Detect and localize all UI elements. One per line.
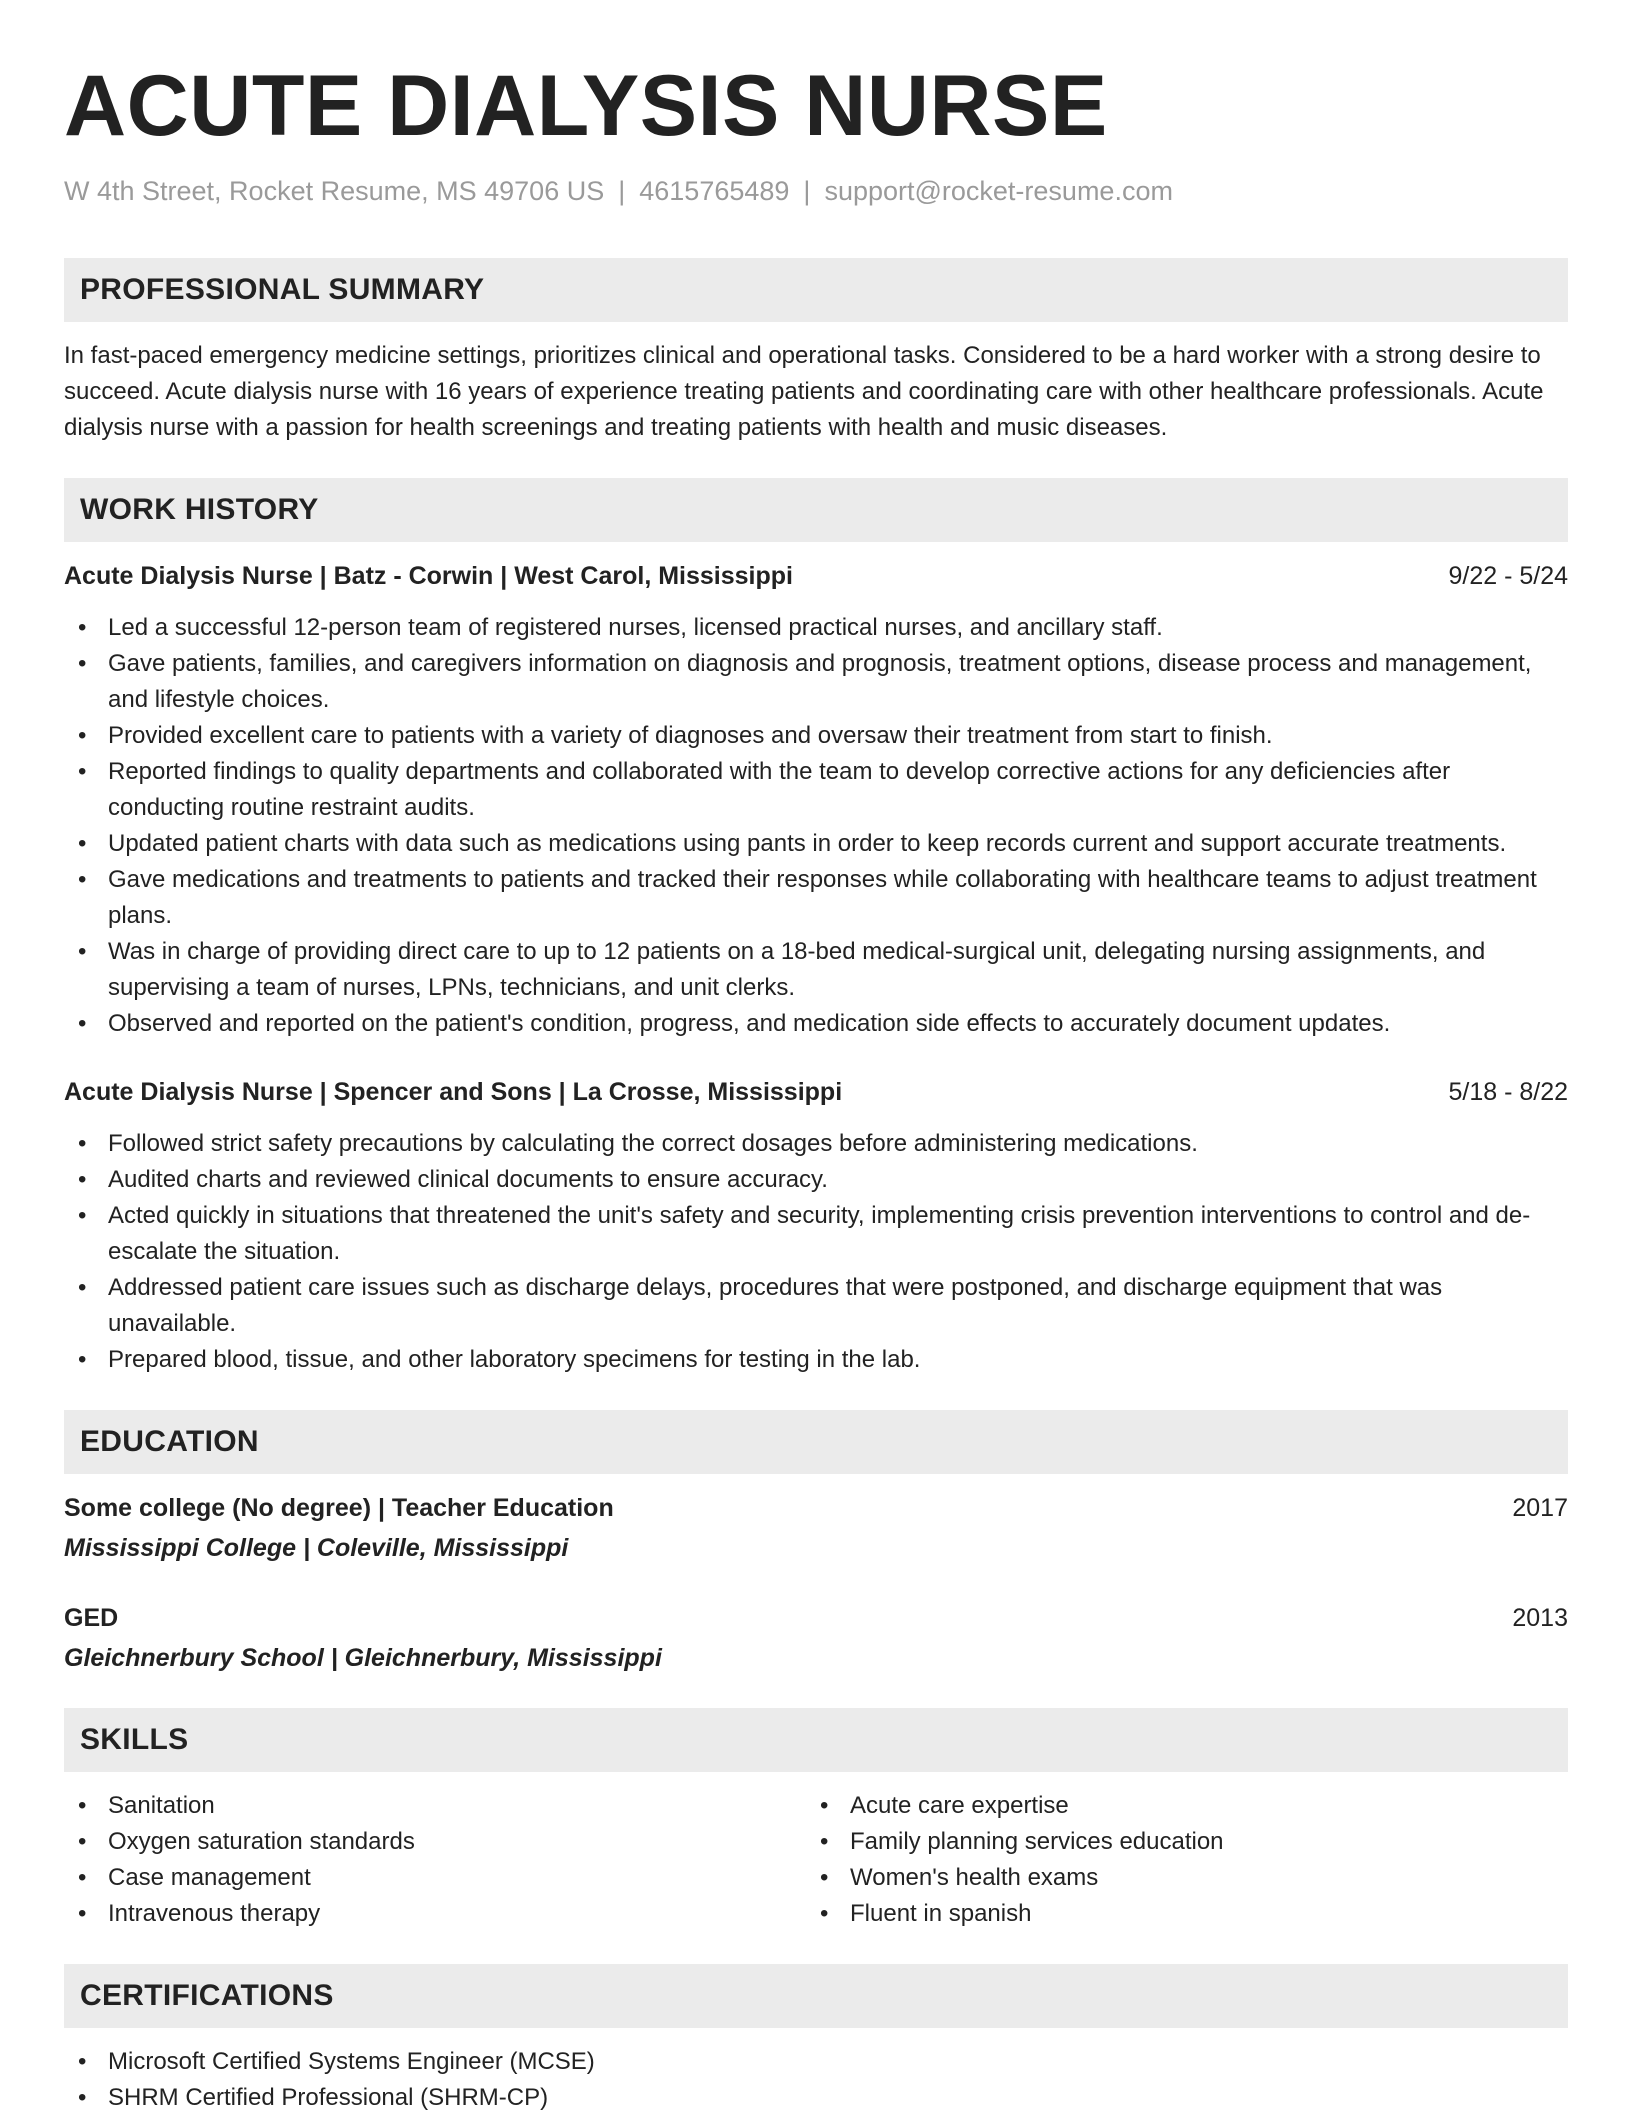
list-item: • Audited charts and reviewed clinical documents to ensure accuracy. bbox=[64, 1162, 1568, 1198]
list-item: • Provided excellent care to patients with a variety of diagnoses and oversaw their treatment from start to finish. bbox=[64, 718, 1568, 754]
contact-phone: 4615765489 bbox=[639, 176, 790, 206]
list-item: • Observed and reported on the patient's condition, progress, and medication side effects to accurately document updates. bbox=[64, 1006, 1568, 1042]
education-entry bbox=[64, 1490, 1568, 1566]
education-header bbox=[64, 1600, 1568, 1636]
job-header bbox=[64, 1074, 1568, 1110]
contact-separator: | bbox=[803, 176, 811, 206]
education-entry bbox=[64, 1600, 1568, 1676]
resume-name: ACUTE DIALYSIS NURSE bbox=[64, 58, 1108, 154]
education-school: Mississippi College | Coleville, Mississippi bbox=[64, 1534, 569, 1562]
skills-grid bbox=[64, 1788, 1568, 1932]
section-title: PROFESSIONAL SUMMARY bbox=[80, 273, 485, 306]
contact-email: support@rocket-resume.com bbox=[824, 176, 1173, 206]
job-dates: 9/22 - 5/24 bbox=[1448, 562, 1568, 590]
education-school: Gleichnerbury School | Gleichnerbury, Mississippi bbox=[64, 1644, 662, 1672]
job-bullets bbox=[64, 610, 1568, 1042]
skill-item: • Intravenous therapy bbox=[64, 1896, 806, 1932]
section-title: EDUCATION bbox=[80, 1425, 259, 1458]
skill-item: • Case management bbox=[64, 1860, 806, 1896]
certification-item: • SHRM Certified Professional (SHRM-CP) bbox=[64, 2080, 1568, 2112]
certification-item: • Microsoft Certified Systems Engineer (MCSE) bbox=[64, 2044, 1568, 2080]
list-item: • Acted quickly in situations that threatened the unit's safety and security, implementing crisis prevention interventions to control and de-escalate the situation. bbox=[64, 1198, 1568, 1270]
education-degree: GED bbox=[64, 1604, 119, 1632]
section-header-skills bbox=[64, 1708, 1568, 1772]
list-item: • Gave patients, families, and caregivers information on diagnosis and prognosis, treatment options, disease process and management, and lifestyle choices. bbox=[64, 646, 1568, 718]
skills-column-right bbox=[806, 1788, 1548, 1932]
list-item: • Prepared blood, tissue, and other laboratory specimens for testing in the lab. bbox=[64, 1342, 1568, 1378]
list-item: • Followed strict safety precautions by calculating the correct dosages before administering medications. bbox=[64, 1126, 1568, 1162]
section-header-summary bbox=[64, 258, 1568, 322]
section-header-education bbox=[64, 1410, 1568, 1474]
section-title: SKILLS bbox=[80, 1723, 189, 1756]
skills-column-left bbox=[64, 1788, 806, 1932]
job-entry bbox=[64, 1074, 1568, 1378]
job-entry bbox=[64, 558, 1568, 1042]
section-title: CERTIFICATIONS bbox=[80, 1979, 334, 2012]
job-header bbox=[64, 558, 1568, 594]
job-dates: 5/18 - 8/22 bbox=[1448, 1078, 1568, 1106]
education-year: 2017 bbox=[1512, 1494, 1568, 1522]
education-degree: Some college (No degree) | Teacher Education bbox=[64, 1494, 614, 1522]
skill-item: • Fluent in spanish bbox=[806, 1896, 1548, 1932]
education-header bbox=[64, 1490, 1568, 1526]
resume-page bbox=[64, 0, 1568, 2112]
list-item: • Led a successful 12-person team of registered nurses, licensed practical nurses, and ancillary staff. bbox=[64, 610, 1568, 646]
job-title: Acute Dialysis Nurse | Batz - Corwin | West Carol, Mississippi bbox=[64, 562, 793, 590]
job-title: Acute Dialysis Nurse | Spencer and Sons | La Crosse, Mississippi bbox=[64, 1078, 843, 1106]
job-bullets bbox=[64, 1126, 1568, 1378]
contact-separator: | bbox=[618, 176, 626, 206]
summary-text: In fast-paced emergency medicine settings, prioritizes clinical and operational tasks. Considered to be a hard worker with a strong desire to succeed. Acute dialysis nurse with 16 years of experience treating patients and coordinating care with other healthcare professionals. Acute dialysis nurse with a passion for health screenings and treating patients with health and music diseases. bbox=[64, 342, 1544, 441]
section-header-work-history bbox=[64, 478, 1568, 542]
list-item: • Addressed patient care issues such as discharge delays, procedures that were postponed, and discharge equipment that was unavailable. bbox=[64, 1270, 1568, 1342]
skill-item: • Acute care expertise bbox=[806, 1788, 1548, 1824]
section-title: WORK HISTORY bbox=[80, 493, 319, 526]
list-item: • Was in charge of providing direct care to up to 12 patients on a 18-bed medical-surgical unit, delegating nursing assignments, and supervising a team of nurses, LPNs, technicians, and unit clerks. bbox=[64, 934, 1568, 1006]
skill-item: • Family planning services education bbox=[806, 1824, 1548, 1860]
contact-address: W 4th Street, Rocket Resume, MS 49706 US bbox=[64, 176, 605, 206]
certifications-list-wrapper bbox=[64, 2044, 1568, 2112]
list-item: • Updated patient charts with data such as medications using pants in order to keep records current and support accurate treatments. bbox=[64, 826, 1568, 862]
contact-line bbox=[64, 174, 1568, 208]
education-year: 2013 bbox=[1512, 1604, 1568, 1632]
section-header-certifications bbox=[64, 1964, 1568, 2028]
certifications-list bbox=[64, 2044, 1568, 2112]
skill-item: • Oxygen saturation standards bbox=[64, 1824, 806, 1860]
list-item: • Reported findings to quality departments and collaborated with the team to develop corrective actions for any deficiencies after conducting routine restraint audits. bbox=[64, 754, 1568, 826]
skill-item: • Women's health exams bbox=[806, 1860, 1548, 1896]
skill-item: • Sanitation bbox=[64, 1788, 806, 1824]
list-item: • Gave medications and treatments to patients and tracked their responses while collaborating with healthcare teams to adjust treatment plans. bbox=[64, 862, 1568, 934]
